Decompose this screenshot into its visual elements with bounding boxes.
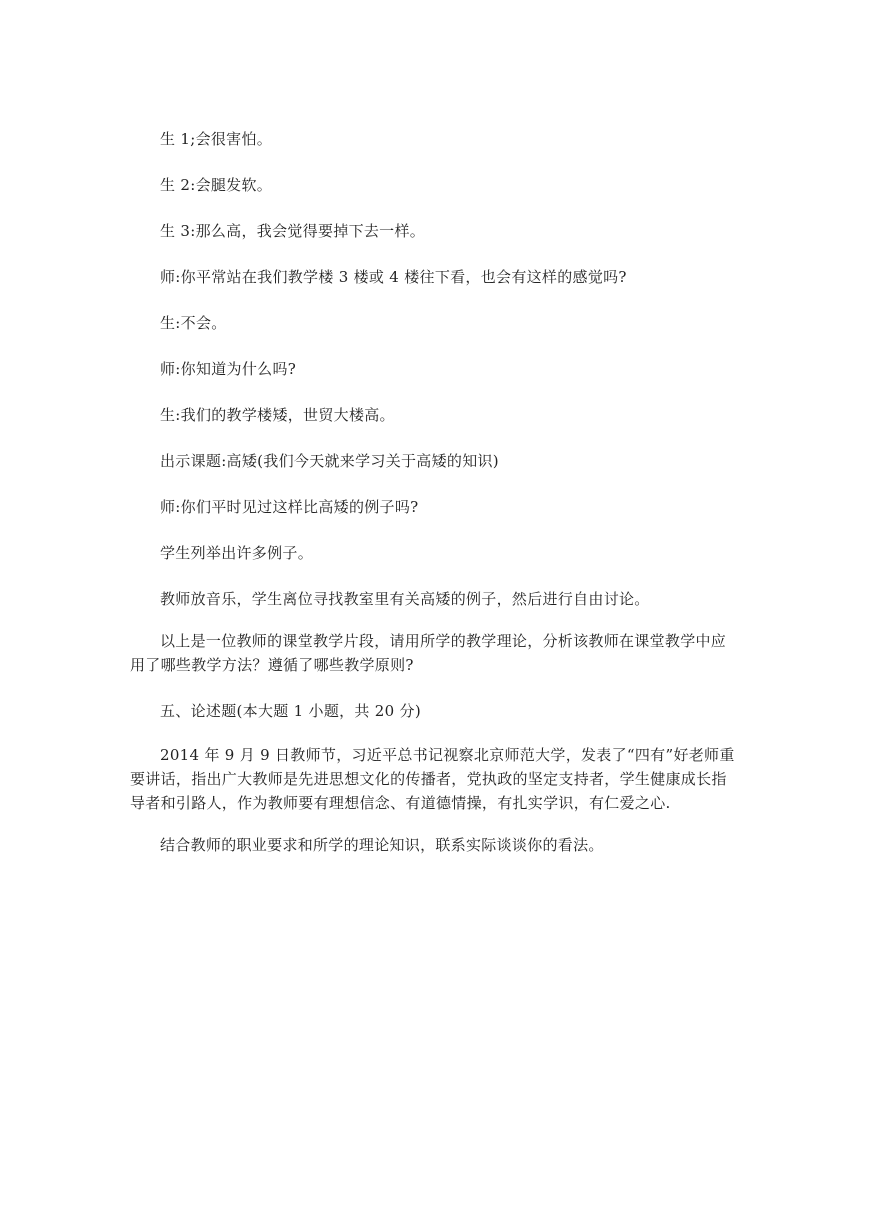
paragraph-text: 五、论述题(本大题 1 小题，共 20 分) xyxy=(160,702,422,720)
paragraph-essay-context xyxy=(130,743,740,815)
paragraph-text: 师:你平常站在我们教学楼 3 楼或 4 楼往下看，也会有这样的感觉吗? xyxy=(160,268,627,286)
paragraph-student-answer-1 xyxy=(130,311,740,335)
paragraph-text: 生 1;会很害怕。 xyxy=(160,130,273,148)
paragraph-text: 出示课题:高矮(我们今天就来学习关于高矮的知识) xyxy=(160,452,499,470)
paragraph-text: 以上是一位教师的课堂教学片段，请用所学的教学理论，分析该教师在课堂教学中应用了哪些教学方法？遵循了哪些教学原则? xyxy=(130,632,727,674)
paragraph-text: 师:你知道为什么吗? xyxy=(160,360,297,378)
paragraph-essay-prompt xyxy=(130,833,740,857)
paragraph-teacher-question-2 xyxy=(130,357,740,381)
paragraph-text: 生 3:那么高，我会觉得要掉下去一样。 xyxy=(160,222,426,240)
paragraph-student-1 xyxy=(130,127,740,151)
section-heading xyxy=(130,699,740,723)
paragraph-student-2 xyxy=(130,173,740,197)
paragraph-teacher-question-1 xyxy=(130,265,740,289)
paragraph-student-answer-2 xyxy=(130,403,740,427)
paragraph-activity xyxy=(130,587,740,611)
paragraph-topic xyxy=(130,449,740,473)
paragraph-student-3 xyxy=(130,219,740,243)
paragraph-text: 教师放音乐，学生离位寻找教室里有关高矮的例子，然后进行自由讨论。 xyxy=(160,590,650,608)
paragraph-text: 师:你们平时见过这样比高矮的例子吗? xyxy=(160,498,419,516)
paragraph-teacher-question-3 xyxy=(130,495,740,519)
paragraph-text: 学生列举出许多例子。 xyxy=(160,544,314,562)
paragraph-students-examples xyxy=(130,541,740,565)
paragraph-text: 结合教师的职业要求和所学的理论知识，联系实际谈谈你的看法。 xyxy=(160,836,604,854)
paragraph-text: 生 2:会腿发软。 xyxy=(160,176,273,194)
paragraph-analysis-question xyxy=(130,629,740,677)
paragraph-text: 生:不会。 xyxy=(160,314,227,332)
paragraph-text: 2014 年 9 月 9 日教师节，习近平总书记视察北京师范大学，发表了“四有”好老师重要讲话，指出广大教师是先进思想文化的传播者，党执政的坚定支持者，学生健康成长指导者和引路人，作为教师要有理想信念、有道德情操，有扎实学识，有仁爱之心. xyxy=(130,746,735,812)
paragraph-text: 生:我们的教学楼矮，世贸大楼高。 xyxy=(160,406,395,424)
